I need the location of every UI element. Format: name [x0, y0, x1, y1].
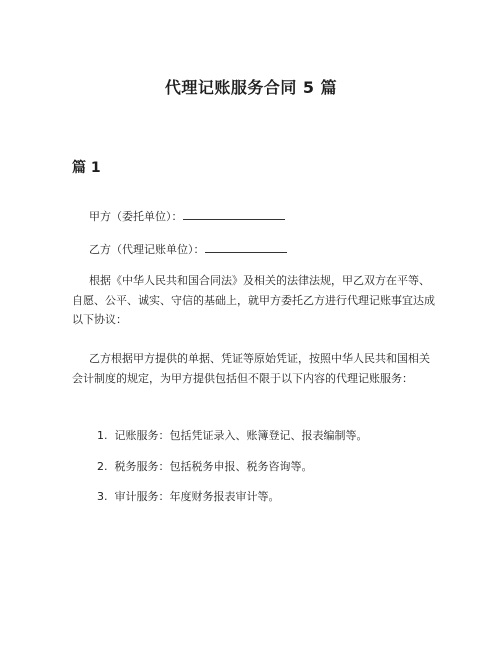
- list-item-number: 3.: [97, 490, 108, 503]
- party-a-label: 甲方（委托单位）：: [89, 210, 183, 223]
- list-item-text: 记账服务：包括凭证录入、账簿登记、报表编制等。: [114, 429, 368, 442]
- party-b-label: 乙方（代理记账单位）：: [89, 243, 205, 256]
- party-b-line: [89, 240, 434, 260]
- party-a-line: [89, 207, 434, 227]
- party-b-blank: [205, 240, 287, 253]
- list-item-text: 税务服务：包括税务申报、税务咨询等。: [114, 460, 313, 473]
- paragraph-agreement-basis: 根据《中华人民共和国合同法》及相关的法律法规，甲乙双方在平等、自愿、公平、诚实、守信的基础上，就甲方委托乙方进行代理记账事宜达成以下协议：: [72, 274, 435, 326]
- list-item-number: 2.: [97, 460, 108, 473]
- party-a-blank: [183, 207, 285, 220]
- document-title: 代理记账服务合同 5 篇: [164, 78, 338, 97]
- list-item: [97, 457, 313, 476]
- list-item: [97, 426, 368, 445]
- list-item: [97, 487, 280, 506]
- section-heading: 篇 1: [72, 160, 101, 176]
- list-item-text: 审计服务：年度财务报表审计等。: [114, 490, 280, 503]
- paragraph-service-scope: 乙方根据甲方提供的单据、凭证等原始凭证，按照中华人民共和国相关会计制度的规定，为甲方提供包括但不限于以下内容的代理记账服务：: [72, 352, 430, 385]
- list-item-number: 1.: [97, 429, 108, 442]
